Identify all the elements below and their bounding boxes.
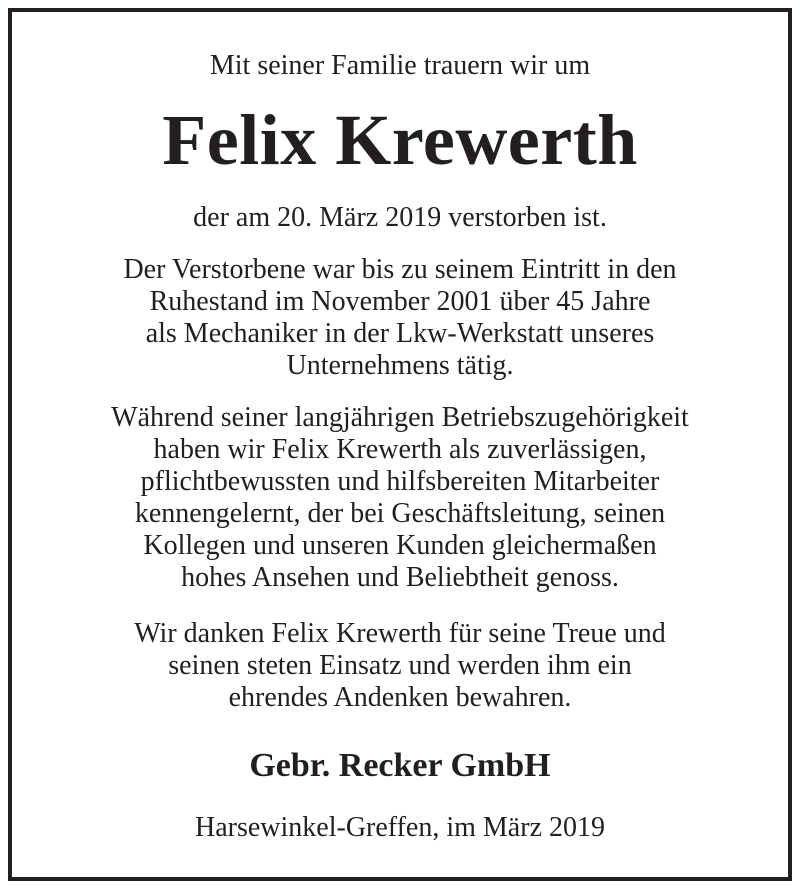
- character-line: haben wir Felix Krewerth als zuverlässigen,: [153, 434, 647, 465]
- character-line: kennengelernt, der bei Geschäftsleitung, seinen: [134, 498, 666, 529]
- deceased-name: Felix Krewerth: [162, 100, 638, 180]
- career-line: Unternehmens tätig.: [286, 350, 514, 381]
- character-line: Während seiner langjährigen Betriebszugehörigkeit: [111, 402, 689, 433]
- place-and-date: Harsewinkel-Greffen, im März 2019: [194, 812, 605, 843]
- date-of-death-line: der am 20. März 2019 verstorben ist.: [193, 202, 607, 233]
- career-paragraph: [12, 254, 788, 382]
- thanks-paragraph: [12, 618, 788, 714]
- character-line: Kollegen und unseren Kunden gleichermaßen: [143, 530, 657, 561]
- company-signature: Gebr. Recker GmbH: [249, 747, 551, 784]
- career-line: Ruhestand im November 2001 über 45 Jahre: [149, 286, 651, 317]
- character-paragraph: [12, 402, 788, 594]
- thanks-line: seinen steten Einsatz und werden ihm ein: [168, 650, 632, 681]
- intro-line: Mit seiner Familie trauern wir um: [209, 50, 591, 81]
- career-line: Der Verstorbene war bis zu seinem Eintritt in den: [123, 254, 677, 285]
- career-line: als Mechaniker in der Lkw-Werkstatt unseres: [145, 318, 655, 349]
- obituary-notice: [8, 8, 792, 881]
- thanks-line: ehrendes Andenken bewahren.: [228, 682, 572, 713]
- thanks-line: Wir danken Felix Krewerth für seine Treue und: [134, 618, 666, 649]
- character-line: pflichtbewussten und hilfsbereiten Mitarbeiter: [140, 466, 660, 497]
- character-line: hohes Ansehen und Beliebtheit genoss.: [181, 562, 619, 593]
